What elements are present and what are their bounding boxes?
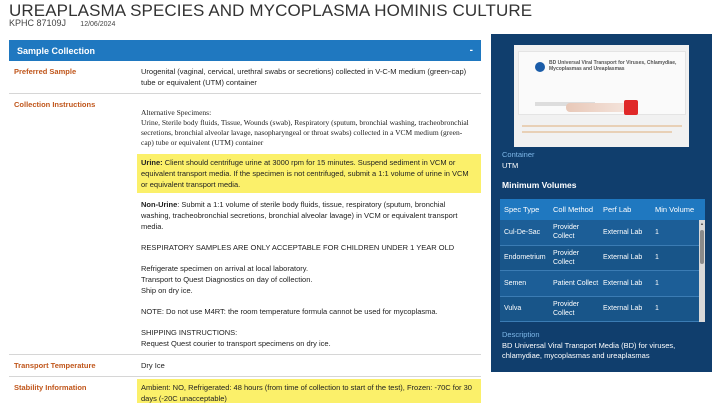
container-label: Container (502, 150, 535, 159)
header-coll-method: Coll Method (553, 205, 594, 214)
stability-information-label: Stability Information (14, 383, 87, 392)
minimum-volumes-title: Minimum Volumes (502, 180, 577, 190)
alternative-specimens (141, 108, 475, 148)
urine-instructions (137, 154, 481, 193)
package-label: BD Universal Viral Transport for Viruses, Chlamydiae, Mycoplasmas and Ureaplasmas (549, 60, 677, 72)
collection-instructions-row (9, 94, 481, 355)
alternative-heading: Alternative Specimens: (141, 108, 212, 117)
collapse-icon[interactable]: - (469, 45, 473, 56)
non-urine-label: Non-Urine (141, 200, 178, 209)
non-urine-text: : Submit a 1:1 volume of sterile body fluids, tissue, respiratory (sputum, bronchial washing, tracheobronchial secretions, bronchial alveolar lavage) in VCM or equivalent transport media. (141, 200, 458, 231)
refrigerate-step: Refrigerate specimen on arrival at local laboratory. (141, 264, 309, 273)
shipping-text: Request Quest courier to transport specimens on dry ice. (141, 339, 331, 348)
collection-instructions-value (137, 94, 481, 354)
code-value: 87109J (36, 18, 67, 28)
sample-collection-header[interactable] (9, 40, 481, 61)
tube-cap-icon (624, 100, 638, 115)
preferred-sample-value: Urogenital (vaginal, cervical, urethral swabs or secretions) collected in V-C-M medium (green-cap) tube or equivalent (UTM) container (141, 67, 467, 87)
transport-temperature-label: Transport Temperature (14, 361, 96, 370)
perf-lab-cell: External Lab (603, 228, 643, 236)
transport-media-package-icon (514, 45, 689, 147)
table-row (500, 297, 705, 323)
table-row (500, 220, 705, 246)
description-label: Description (502, 330, 540, 339)
perf-lab-cell: External Lab (603, 279, 643, 287)
transport-temperature-value: Dry Ice (141, 361, 165, 370)
table-row (500, 271, 705, 297)
sample-collection-panel (9, 40, 481, 403)
header-perf-lab: Perf Lab (603, 205, 632, 214)
scrollbar-thumb[interactable] (700, 230, 704, 264)
coll-method-cell: Provider Collect (553, 224, 580, 241)
coll-method-cell: Provider Collect (553, 300, 580, 317)
coll-method-cell: Patient Collect (553, 279, 599, 287)
spec-type-cell: Cul-De-Sac (504, 228, 541, 236)
min-volume-cell: 1 (655, 305, 659, 313)
stability-information-value (137, 377, 481, 403)
spec-type-cell: Endometrium (504, 254, 546, 262)
coll-method-cell: Provider Collect (553, 249, 580, 266)
swab-icon (522, 131, 672, 133)
swab-icon (522, 125, 682, 127)
alternative-text: Urine, Sterile body fluids, Tissue, Wounds (swab), Respiratory (sputum, bronchial washing, tracheobronchial secretions, bronchial alveolar lavage, nasopharyngeal or throat swabs) collected in a VCM medium (green-cap) tube or equivalent (UTM) container (141, 118, 469, 147)
revision-date: 12/06/2024 (80, 21, 116, 28)
bd-logo-icon (535, 62, 545, 72)
transport-temperature-row (9, 355, 481, 377)
page-title: UREAPLASMA SPECIES AND MYCOPLASMA HOMINIS CULTURE (9, 1, 533, 20)
handling-steps (141, 263, 475, 296)
table-scrollbar[interactable] (699, 220, 705, 322)
test-code (9, 18, 66, 28)
shipping-heading: SHIPPING INSTRUCTIONS: (141, 328, 238, 337)
description-value: BD Universal Viral Transport Media (BD) for viruses, chlamydiae, mycoplasmas and ureaplasmas (502, 341, 676, 360)
preferred-sample-label: Preferred Sample (14, 67, 77, 76)
ship-step: Ship on dry ice. (141, 286, 193, 295)
code-label: KPHC (9, 18, 35, 28)
tube-icon (566, 103, 628, 112)
spec-type-cell: Semen (504, 279, 527, 287)
header-min-volume: Min Volume (655, 205, 695, 214)
container-sidebar (491, 34, 712, 372)
shipping-instructions (141, 327, 475, 349)
perf-lab-cell: External Lab (603, 305, 643, 313)
table-row (500, 246, 705, 272)
scroll-up-icon[interactable]: ▲ (700, 221, 704, 226)
min-volume-cell: 1 (655, 228, 659, 236)
stability-information-row (9, 377, 481, 403)
preferred-sample-row (9, 61, 481, 94)
respiratory-note: RESPIRATORY SAMPLES ARE ONLY ACCEPTABLE FOR CHILDREN UNDER 1 YEAR OLD (141, 243, 455, 252)
urine-label: Urine: (141, 158, 163, 167)
minimum-volumes-table (500, 199, 705, 322)
perf-lab-cell: External Lab (603, 254, 643, 262)
m4rt-note: NOTE: Do not use M4RT: the room temperature formula cannot be used for mycoplasma. (141, 307, 438, 316)
container-value: UTM (502, 161, 519, 170)
collection-instructions-label: Collection Instructions (14, 100, 96, 109)
min-volume-cell: 1 (655, 279, 659, 287)
min-volume-cell: 1 (655, 254, 659, 262)
header-spec-type: Spec Type (504, 205, 540, 214)
spec-type-cell: Vulva (504, 305, 522, 313)
transport-step: Transport to Quest Diagnostics on day of collection. (141, 275, 313, 284)
sample-collection-title: Sample Collection (17, 45, 96, 56)
test-code-line (9, 18, 115, 28)
table-body[interactable] (500, 220, 705, 322)
urine-text: Client should centrifuge urine at 3000 rpm for 15 minutes. Suspend sediment in VCM or equivalent transport media. If the specimen is not centrifuged, submit a 1:1 volume of urine in VCM or equivalent transport media. (141, 158, 469, 189)
table-header (500, 199, 705, 220)
non-urine-instructions (141, 199, 475, 232)
stability-highlight: Ambient: NO, Refrigerated: 48 hours (from time of collection to start of the test), Frozen: -70C for 30 days (-20C unacceptable) (137, 379, 481, 403)
